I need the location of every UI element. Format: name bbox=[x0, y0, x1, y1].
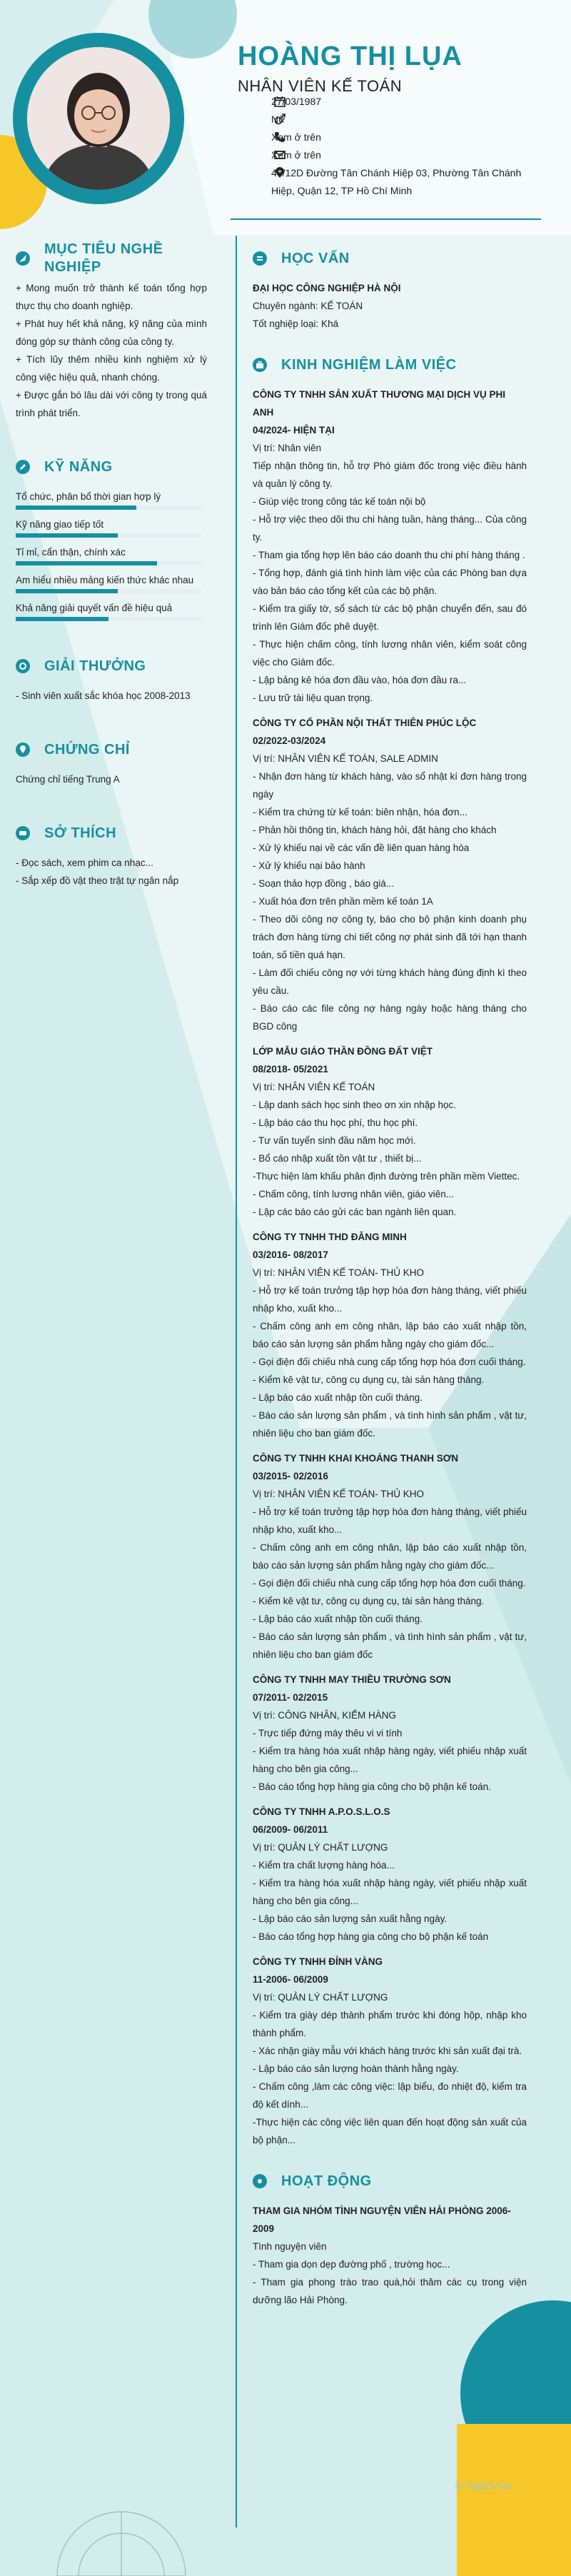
skills-section bbox=[16, 455, 207, 621]
job-task: - Gọi điện đối chiếu nhà cung cấp tổng hợp hóa đơn cuối tháng. bbox=[253, 1578, 526, 1589]
job-entry bbox=[253, 1803, 527, 1946]
avatar bbox=[27, 47, 170, 190]
trophy-icon bbox=[16, 659, 30, 673]
job-task: -Thực hiện các công việc liên quan đến hoạt động sản xuất của bộ phận... bbox=[253, 2117, 527, 2145]
skill-item bbox=[16, 599, 207, 621]
job-period: 11-2006- 06/2009 bbox=[253, 1974, 328, 1985]
job-period: 08/2018- 05/2021 bbox=[253, 1064, 328, 1075]
job-task: - Phản hồi thông tin, khách hàng hỏi, đặt hàng cho khách bbox=[253, 825, 497, 835]
job-list bbox=[253, 386, 527, 2149]
job-task: - Hỗ trợ kế toán trưởng tập hợp hóa đơn hàng tháng, viết phiếu nhập kho, xuất kho... bbox=[253, 1285, 527, 1314]
contact-phone: Xem ở trên bbox=[271, 131, 321, 143]
objective-line: + Mong muốn trở thành kế toán tổng hợp thực thụ cho doanh nghiệp. bbox=[16, 283, 207, 311]
activity-line: - Tham gia phong trào trao quà,hỏi thăm các cụ trong viện dưỡng lão Hải Phòng. bbox=[253, 2277, 527, 2305]
job-task: - Lập báo cáo sản lượng sản xuất hằng ngày. bbox=[253, 1913, 448, 1924]
job-task: - Lưu trữ tài liệu quan trọng. bbox=[253, 693, 373, 703]
candidate-name: HOÀNG THỊ LỤA bbox=[238, 41, 463, 71]
contact-birthday: 27/03/1987 bbox=[271, 96, 322, 107]
activities-title: HOẠT ĐỘNG bbox=[281, 2173, 372, 2189]
skill-bar bbox=[16, 505, 201, 510]
activities-section bbox=[253, 2169, 527, 2309]
job-role: Vị trí: NHÂN VIÊN KẾ TOÁN- THỦ KHO bbox=[253, 1489, 425, 1499]
job-period: 02/2022-03/2024 bbox=[253, 735, 326, 746]
objective-title: MỤC TIÊU NGHỀ NGHIỆP bbox=[44, 241, 163, 275]
pencil-icon bbox=[16, 460, 30, 474]
column-divider bbox=[236, 236, 237, 2527]
skill-label: Am hiểu nhiều mảng kiến thức khác nhau bbox=[16, 575, 194, 585]
skill-bar-fill bbox=[16, 617, 108, 621]
certificates-title: CHỨNG CHỈ bbox=[44, 741, 130, 758]
job-task: - Kiểm kê vật tư, công cụ dụng cụ, tài sản hàng tháng. bbox=[253, 1596, 485, 1606]
job-task: - Chấm công ,làm các công việc: lập biểu, đo nhiệt độ, kiểm tra độ kết dính... bbox=[253, 2081, 527, 2110]
awards-heading bbox=[16, 654, 207, 678]
job-task: - Kiểm tra giấy tờ, sổ sách từ các bộ phận chuyển đến, sau đó trình lên Giám đốc phê duyệt. bbox=[253, 603, 527, 632]
job-company: CÔNG TY TNHH A.P.O.S.L.O.S bbox=[253, 1806, 390, 1817]
job-task: - Báo cáo tổng hợp hàng gia công cho bộ phận kế toán bbox=[253, 1931, 489, 1942]
watermark: © TopCV.vn bbox=[455, 2480, 512, 2492]
job-task: - Trực tiếp đứng máy thêu vi vi tính bbox=[253, 1728, 403, 1739]
job-task: - Bổ cáo nhập xuất tồn vật tư , thiết bị... bbox=[253, 1153, 422, 1164]
job-role: Vị trí: QUẢN LÝ CHẤT LƯỢNG bbox=[253, 1842, 388, 1853]
certificates-section bbox=[16, 738, 207, 788]
skill-label: Kỹ năng giao tiếp tốt bbox=[16, 519, 104, 530]
job-period: 06/2009- 06/2011 bbox=[253, 1824, 328, 1835]
job-company: CÔNG TY TNHH ĐỈNH VÀNG bbox=[253, 1956, 383, 1967]
job-task: - Hỗ trợ kế toán trưởng tập hợp hóa đơn hàng tháng, viết phiếu nhập kho, xuất kho... bbox=[253, 1506, 527, 1535]
education-line: Chuyên ngành: KẾ TOÁN bbox=[253, 301, 363, 311]
job-task: - Tư vấn tuyển sinh đầu năm học mới. bbox=[253, 1135, 416, 1146]
education-icon bbox=[253, 251, 267, 266]
experience-section bbox=[253, 353, 527, 2149]
certificates-heading bbox=[16, 738, 207, 762]
education-title: HỌC VẤN bbox=[281, 250, 350, 266]
job-period: 07/2011- 02/2015 bbox=[253, 1692, 328, 1703]
skill-item bbox=[16, 543, 207, 565]
job-task: - Gọi điện đối chiếu nhà cung cấp tổng hợp hóa đơn cuối tháng. bbox=[253, 1357, 526, 1367]
job-task: - Lập các báo cáo gửi các ban ngành liên quan. bbox=[253, 1207, 457, 1217]
job-period: 03/2016- 08/2017 bbox=[253, 1249, 328, 1260]
skills-heading bbox=[16, 455, 207, 479]
award-line: - Sinh viên xuất sắc khóa học 2008-2013 bbox=[16, 690, 191, 701]
job-task: - Kiểm tra hàng hóa xuất nhập hàng ngày, viết phiếu nhập xuất hàng cho bên gia công... bbox=[253, 1878, 527, 1906]
skill-label: Khả năng giải quyết vấn đề hiệu quả bbox=[16, 603, 173, 613]
job-company: CÔNG TY CỔ PHẦN NỘI THẤT THIÊN PHÚC LỘC bbox=[253, 718, 477, 728]
job-entry bbox=[253, 1228, 527, 1442]
skill-label: Tỉ mỉ, cẩn thận, chính xác bbox=[16, 547, 126, 558]
job-period: 04/2024- HIỆN TẠI bbox=[253, 425, 335, 436]
activity-heading: THAM GIA NHÓM TÌNH NGUYỆN VIÊN HẢI PHÒNG 2006-2009 bbox=[253, 2205, 511, 2234]
job-period: 03/2015- 02/2016 bbox=[253, 1471, 328, 1481]
right-column bbox=[253, 246, 527, 2329]
job-task: - Xuất hóa đơn trên phần mềm kế toán 1A bbox=[253, 896, 433, 907]
certificate-line: Chứng chỉ tiếng Trung A bbox=[16, 774, 120, 785]
job-task: - Báo cáo sản lượng sản phẩm , và tình hình sản phẩm , vật tư, nhiên liệu cho ban giám đốc bbox=[253, 1631, 527, 1660]
job-task: - Kiểm tra chứng từ kế toán: biên nhận, hóa đơn... bbox=[253, 807, 468, 817]
job-task: - Hỗ trợ việc theo dõi thu chi hàng tuần, hàng tháng... Của công ty. bbox=[253, 514, 527, 543]
skill-bar-fill bbox=[16, 505, 136, 510]
job-task: - Giúp việc trong công tác kế toán nội bộ bbox=[253, 496, 426, 507]
activities-heading bbox=[253, 2169, 527, 2193]
briefcase-icon bbox=[253, 358, 267, 372]
job-company: CÔNG TY TNHH MAY THIỀU TRƯỜNG SƠN bbox=[253, 1674, 451, 1685]
job-task: - Nhận đơn hàng từ khách hàng, vào sổ nhật kí đơn hàng trong ngày bbox=[253, 771, 527, 800]
job-role: Vị trí: QUẢN LÝ CHẤT LƯỢNG bbox=[253, 1992, 388, 2003]
job-role: Vị trí: NHÂN VIÊN KẾ TOÁN bbox=[253, 1082, 375, 1092]
skill-bar-fill bbox=[16, 561, 157, 565]
job-entry bbox=[253, 1042, 527, 1221]
job-task: - Chấm công anh em công nhân, lập báo cáo xuất nhập tồn, báo cáo sản lượng sản phẩm hằng ngày cho giám đốc... bbox=[253, 1542, 527, 1571]
education-line: Tốt nghiệp loại: Khá bbox=[253, 318, 339, 329]
awards-section bbox=[16, 654, 207, 705]
skill-item bbox=[16, 488, 207, 510]
job-task: - Lập báo cáo sản lượng hoàn thành hằng ngày. bbox=[253, 2063, 459, 2074]
job-task: - Xử lý khiếu nại bảo hành bbox=[253, 860, 365, 871]
job-task: Tiếp nhận thông tin, hỗ trợ Phó giám đốc trong việc điều hành và quản lý công ty. bbox=[253, 461, 527, 489]
job-role: Vị trí: NHÂN VIÊN KẾ TOÁN, SALE ADMIN bbox=[253, 753, 438, 764]
job-entry bbox=[253, 386, 527, 707]
job-entry bbox=[253, 1953, 527, 2149]
education-heading bbox=[253, 246, 527, 271]
job-task: - Xác nhận giày mẫu với khách hàng trước khi sản xuất đại trà. bbox=[253, 2046, 522, 2056]
job-company: CÔNG TY TNHH SẢN XUẤT THƯƠNG MẠI DỊCH VỤ PHI ANH bbox=[253, 389, 505, 418]
activity-icon bbox=[253, 2174, 267, 2188]
job-company: CÔNG TY TNHH KHAI KHOÁNG THANH SƠN bbox=[253, 1453, 459, 1464]
job-task: - Xử lý khiếu nại về các vấn đề liên quan hàng hóa bbox=[253, 842, 470, 853]
job-task: - Lập bảng kê hóa đơn đầu vào, hóa đơn đầu ra... bbox=[253, 675, 467, 685]
contact-email: Xem ở trên bbox=[271, 149, 321, 161]
job-task: - Tham gia tổng hợp lên báo cáo doanh thu chi phí hàng tháng . bbox=[253, 550, 525, 560]
job-task: -Thực hiện làm khấu phân định đường trên phần mềm Viettec. bbox=[253, 1171, 520, 1182]
job-task: - Tổng hợp, đánh giá tình hình làm việc của các Phòng ban dựa vào bản báo cáo tổng kết của các bộ phận. bbox=[253, 568, 527, 596]
job-task: - Lập báo cáo thu học phí, thu học phí. bbox=[253, 1117, 418, 1128]
skill-bar bbox=[16, 589, 201, 593]
hobby-icon bbox=[16, 826, 30, 840]
portrait-image bbox=[27, 47, 170, 190]
skill-bar bbox=[16, 617, 201, 621]
job-entry bbox=[253, 714, 527, 1035]
experience-heading bbox=[253, 353, 527, 377]
job-task: - Làm đối chiếu công nợ với từng khách hàng đúng định kì theo yêu cầu. bbox=[253, 967, 527, 996]
candidate-position: NHÂN VIÊN KẾ TOÁN bbox=[238, 77, 403, 95]
left-column bbox=[16, 241, 207, 922]
job-task: - Kiểm kê vật tư, công cụ dụng cụ, tài sản hàng tháng. bbox=[253, 1374, 485, 1385]
job-task: - Lập báo cáo xuất nhập tồn cuối tháng. bbox=[253, 1392, 423, 1403]
skill-label: Tổ chức, phân bổ thời gian hợp lý bbox=[16, 491, 161, 502]
job-task: - Báo cáo tổng hợp hàng gia công cho bộ phận kế toán. bbox=[253, 1781, 491, 1792]
activity-line: Tình nguyện viên bbox=[253, 2241, 327, 2252]
job-task: - Lập báo cáo xuất nhập tồn cuối tháng. bbox=[253, 1614, 423, 1624]
header-divider bbox=[231, 218, 541, 220]
hobby-line: - Đọc sách, xem phim ca nhạc... bbox=[16, 857, 153, 868]
activity-line: - Tham gia dọn dẹp đường phố , trường học... bbox=[253, 2259, 450, 2270]
skill-item bbox=[16, 515, 207, 538]
job-task: - Kiểm tra giày dép thành phẩm trước khi đóng hộp, nhập kho thành phẩm. bbox=[253, 2010, 527, 2038]
job-role: Vị trí: Nhân viên bbox=[253, 443, 322, 453]
job-task: - Chấm công, tính lương nhân viên, giáo viên... bbox=[253, 1189, 455, 1199]
hobby-line: - Sắp xếp đồ vật theo trật tự ngăn nắp bbox=[16, 875, 179, 886]
job-company: CÔNG TY TNHH THD ĐĂNG MINH bbox=[253, 1232, 407, 1242]
job-task: - Thực hiện chấm công, tính lương nhân viên, kiểm soát công việc cho Giám đốc. bbox=[253, 639, 527, 668]
skill-bar bbox=[16, 561, 201, 565]
objective-section bbox=[16, 241, 207, 422]
target-icon bbox=[16, 251, 30, 266]
job-task: - Chấm công anh em công nhân, lập báo cáo xuất nhập tồn, báo cáo sản lượng sản phẩm hằng ngày cho giám đốc... bbox=[253, 1321, 527, 1349]
hobbies-heading bbox=[16, 821, 207, 845]
certificate-icon bbox=[16, 743, 30, 757]
job-entry bbox=[253, 1449, 527, 1664]
job-task: - Theo dõi công nợ công ty, báo cho bộ phận kinh doanh phụ trách đơn hàng từng chi tiết công nợ phát sinh đã tới hạn thanh toán, số tiền quá hạn. bbox=[253, 914, 527, 960]
job-task: - Báo cáo các file công nợ hàng ngày hoặc hàng tháng cho BGD công bbox=[253, 1003, 527, 1032]
job-role: Vị trí: NHÂN VIÊN KẾ TOÁN- THỦ KHO bbox=[253, 1267, 425, 1278]
job-task: - Kiểm tra hàng hóa xuất nhập hàng ngày, viết phiếu nhập xuất hàng cho bên gia công... bbox=[253, 1746, 527, 1774]
objective-line: + Tích lũy thêm nhiều kinh nghiệm xử lý công việc hiệu quả, nhanh chóng. bbox=[16, 354, 207, 383]
contact-gender: Nữ bbox=[271, 114, 286, 125]
experience-title: KINH NGHIỆM LÀM VIỆC bbox=[281, 356, 457, 373]
education-section bbox=[253, 246, 527, 333]
job-task: - Soạn thảo hợp đồng , báo giá... bbox=[253, 878, 394, 889]
contact-address: 46/12D Đường Tân Chánh Hiệp 03, Phường Tân Chánh Hiệp, Quận 12, TP Hồ Chí Minh bbox=[271, 167, 522, 196]
objective-line: + Được gắn bó lâu dài với công ty trong quá trình phát triển. bbox=[16, 390, 207, 418]
awards-title: GIẢI THƯỞNG bbox=[44, 658, 146, 674]
job-company: LỚP MẪU GIÁO THẦN ĐỒNG ĐẤT VIỆT bbox=[253, 1046, 433, 1057]
job-task: - Lập danh sách học sinh theo ơn xin nhập học. bbox=[253, 1100, 457, 1110]
hobbies-title: SỞ THÍCH bbox=[44, 825, 117, 841]
job-task: - Kiểm tra chất lượng hàng hóa... bbox=[253, 1860, 395, 1871]
objective-line: + Phát huy hết khả năng, kỹ năng của mình đóng góp sự thành công của công ty. bbox=[16, 318, 207, 347]
skills-title: KỸ NĂNG bbox=[44, 458, 113, 475]
objective-heading bbox=[16, 241, 207, 275]
skill-bar-fill bbox=[16, 589, 118, 593]
job-entry bbox=[253, 1671, 527, 1796]
job-task: - Báo cáo sản lượng sản phẩm , và tình hình sản phẩm , vật tư, nhiên liệu cho ban giám đốc. bbox=[253, 1410, 527, 1439]
hobbies-section bbox=[16, 821, 207, 890]
skill-bar bbox=[16, 533, 201, 538]
job-role: Vị trí: CÔNG NHÂN, KIỂM HÀNG bbox=[253, 1710, 397, 1721]
skill-bar-fill bbox=[16, 533, 118, 538]
skill-item bbox=[16, 571, 207, 593]
education-school: ĐẠI HỌC CÔNG NGHIỆP HÀ NỘI bbox=[253, 283, 401, 293]
